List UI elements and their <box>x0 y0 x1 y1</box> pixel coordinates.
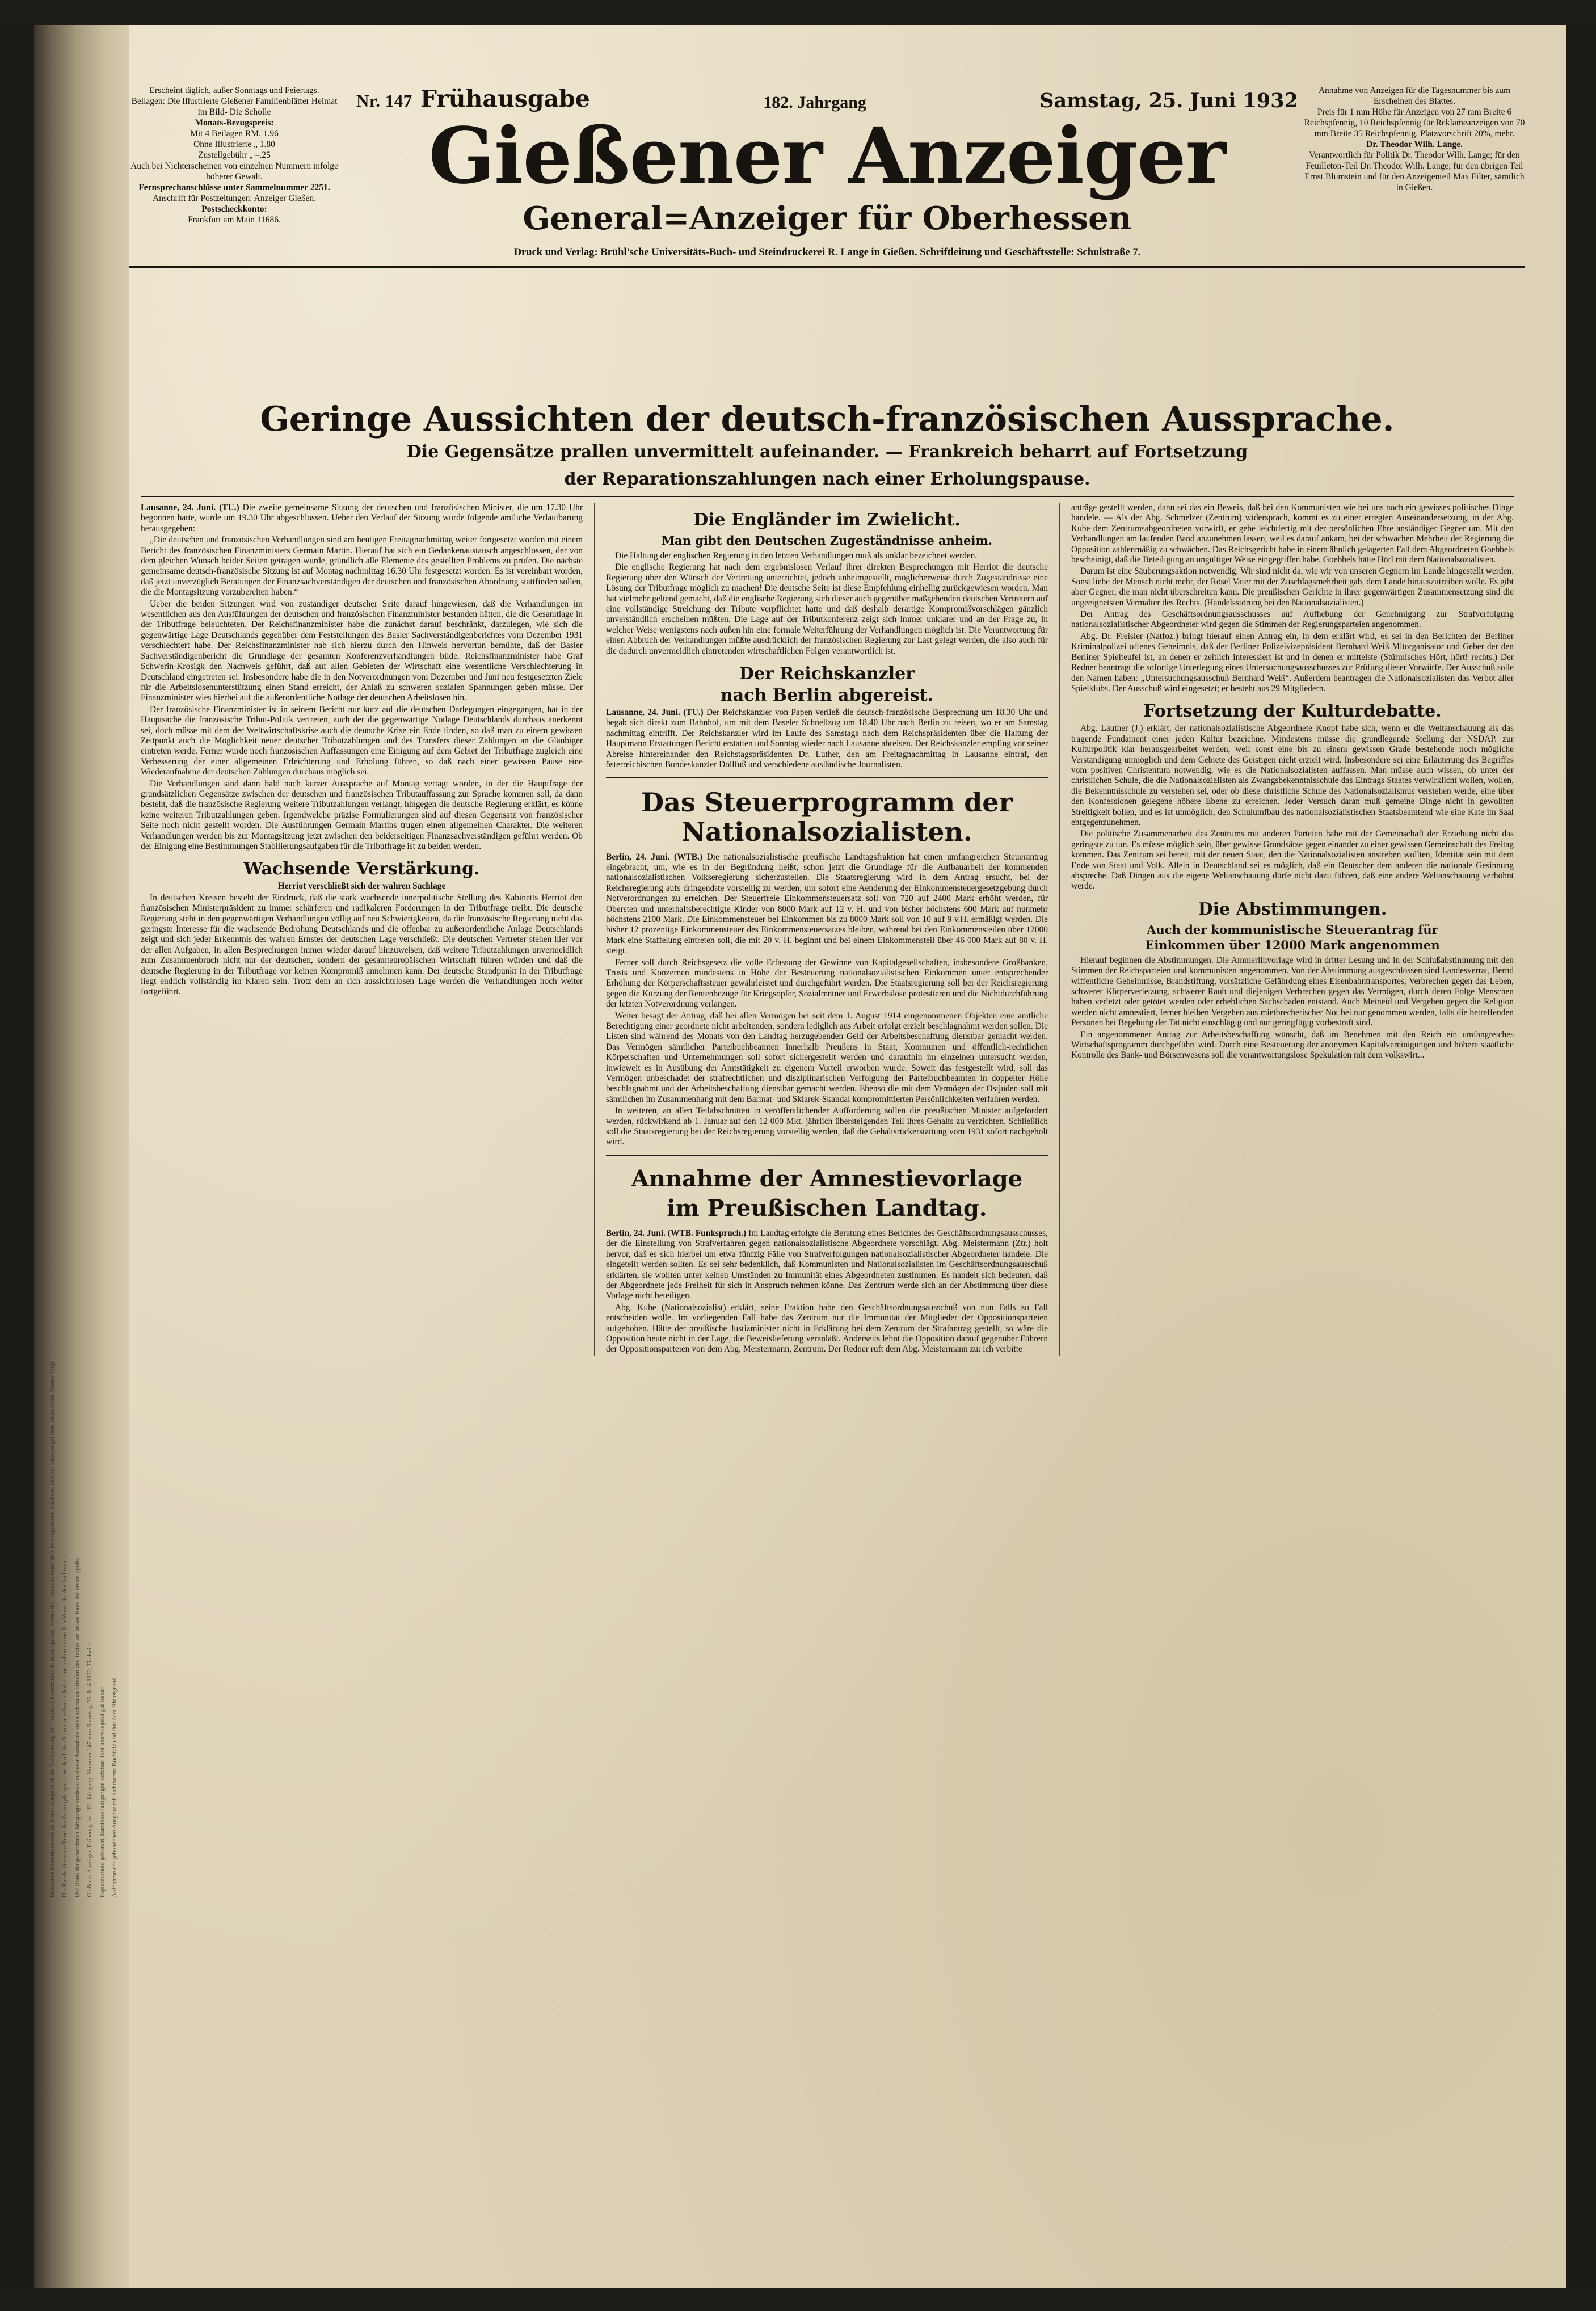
c2-dateline-berlin: Berlin, 24. Juni. (WTB.) <box>605 852 702 862</box>
c2-paragraph-1: Die Haltung der englischen Regierung in den letzten Verhandlungen muß als unklar bezeichnet werden. <box>614 551 978 561</box>
c2-heading-englaender: Die Engländer im Zwielicht. <box>693 510 961 530</box>
c3-paragraph-5: Abg. Lauther (J.) erklärt, der nationalsozialistische Abgeordnete Knopf habe sich, wenn er die Weltanschauung als das tragende Fundament einer jeden Kultur bezeichne. Mindestens müsse die grundlegende Stellung der NSDAP. zur Kulturpolitik klar herausgearbeitet werden, weil sonst eine bis zu einem gewissen Grade bestehende noch mögliche Verständigung unmöglich und dem Gebiete des Geistigen nicht erzielt wird. Insbesondere sei eine Erläuterung des Begriffes vom positiven Christentum notwendig, wie es die Nationalsozialisten auffassen. Man müsse auch wissen, ob unter der christlichen Schule, die die Nationalsozialisten als Zwangsbekenntnisschule das Eintrags Staates verwirklicht wollen, wollen, die Bekenntnisschule zu verstehen sei, oder ob diese christliche Schule des Nationalsozialismus verstehen werde, eine über den Konfessionen gelegene höhere Ebene zu erreichen. Jeder Versuch daran muß gemeine Dinge nicht in gewollten Streitigkeit bollen, und es ist unmöglich, den Schulumfbau des nationalsozialistischen Staatsbeamtend wie eine Kate im Saal entgegenzunehmen. <box>1071 723 1514 827</box>
c3-heading-abstimmungen: Die Abstimmungen. <box>1198 899 1387 919</box>
c3-paragraph-1: anträge gestellt werden, dann sei das ein Beweis, daß bei den Kommunisten wie bei uns noch ein gewisses politisches Dinge handele. — Als der Abg. Schmelzer (Zentrum) widersprach, kommt es zu einer erregten Auseinandersetzung, in der Abg. Kube dem Zentrumsabgeordneten vorwirft, er gebe leichtfertig mit der persönlichen Ehre anständiger Gegner um. Mit den Verhandlungen am laufenden Band anzunehmen lassen, weil es darauf ankam, bei der schwachen Mehrheit der Regierung die Opposition zahlenmäßig zu schwächen. Das Reichsgericht habe in einem ähnlich gelagerten Fall dem Abgeordneten Goebbels bescheinigt, daß die Beteiligung an ungültiger Weise eingegriffen habe. Goebbels hätte Hörl mit dem Nationalsozialisten. <box>1071 503 1514 565</box>
lead-subhead-line-1: Die Gegensätze prallen unvermittelt aufeinander. — Frankreich beharrt auf Fortsetzung <box>406 442 1248 462</box>
c1-paragraph-1: Die zweite gemeinsame Sitzung der deutschen und französischen Minister, die um 17.30 Uhr begonnen hatte, wurde um 19.30 Uhr abgeschlossen. Ueber den Verlauf der Sitzung wurde folgende amtliche Verlautbarung herausgegeben: <box>141 503 583 533</box>
lead-headline-block <box>129 401 1525 497</box>
c2-paragraph-8: Im Landtag erfolgte die Beratung eines Berichtes des Geschäftsordnungsausschusses, der die Einstellung von Strafverfahren gegen nationalsozialistische Abgeordnete vorschlägt. Abg. Meistermann (Ztr.) holt hervor, daß es sich hierbei um etwa fünfzig Fälle von Strafverfolgungen nationalsozialistischer Abgeordneter handele. Die eingeteilt werden sollten. Es sei sehr bedenklich, daß Kommunisten und Nationalsozialisten im Geschäftsordnungsausschuß erklärten, sie wollten unter keinen Umständen zu Immunität eines Abgeordneten zustimmen. Es handelt sich bedeuten, daß der Abgeordnete jede Freiheit für sich in Anspruch nehmen könne. Das Zentrum werde sich an der Abstimmung über diese Vorlage nicht beteiligen. <box>605 1228 1048 1301</box>
margin-note-4: Gießener Anzeiger, Frühausgabe, 182. Jahrgang, Nummer 147 vom Samstag, 25. Juni 1932, Titelseite. <box>86 1641 93 1897</box>
issue-number: Nr. 147 <box>356 91 412 111</box>
postal-account-value: Frankfurt am Main 11686. <box>188 215 281 225</box>
c2-paragraph-6: Weiter besagt der Antrag, daß bei allen Vermögen bei seit dem 1. August 1914 eingenommenen Objekten eine amtliche Berechtigung einer geordnete nicht arbeitenden, sondern lediglich aus Arbeit erfolgt erzielt beschlagnahmt werden sollen. Die Listen sind während des Monats von den Landtag herzugebenden Geld der Arbeitsbeschaffung dienstbar gemacht werden. Das Vermögen sämtlicher Parteibuchbeamten innerhalb Preußens in Staat, Kommunen und öffentlich-rechtlichen Körperschaften und Unternehmungen soll sofort sichergestellt werden und daraufhin im einzelnen untersucht werden, inwieweit es in Ausübung der Amtstätigkeit zu eigenem Vorteil erworben wurde. Soweit das festgestellt wird, soll das Vermögen unbeschadet der strafrechtlichen und disziplinarischen Verfolgung der Parteibuchbeamten in doppelter Höhe beschlagnahmt und der Arbeitsbeschaffung dienstbar gemacht werden. Ebenso die mit dem Vermögen der Ostjuden soll mit sämtlichen im Zusammenhang mit dem Barmat- und Sklarek-Skandal kompromittierten Persönlichkeiten verfahren werden. <box>605 1011 1048 1104</box>
c2-paragraph-4: Die nationalsozialistische preußische Landtagsfraktion hat einen umfangreichen Steuerantrag eingebracht, um, wie es in der Begründung heißt, schon jetzt die Grundlage für die Aufbauarbeit der kommenden nationalsozialistischen Volkseregierung sicherzustellen. Die Staatsregierung wird in dem Antrag ersucht, bei der Reichsregierung aufs dringendste vorstellig zu werden, um sofort eine Aenderung der Einkommensteuergesetzgebung durch Notverordnungen zu erreichen. Der Steuerfreie Einkommensteuersatz soll von 720 auf 2400 Mark erhöht werden, für Obersten und unterhaltsberechtigte Kinder von 8000 Mark auf 12 v. H. und von bisher höchstens 600 Mark auf nunmehr höchstens 2100 Mark. Die Einkommensteuer bei Einkommen bis zu 8000 Mark soll von 10 auf 9 v.H. ermäßigt werden. Die bisher 12 prozentige Einkommensteuer des Einkommensteuersatzes bleiben, während bei den Einkommensteilen über 12000 Mark eine Staffelung eintreten soll, die mit 20 v. H. beginnt und bei einem Einkommensteil über 46 000 Mark auf 80 v. H. steigt. <box>605 852 1048 956</box>
masthead-left-info <box>129 85 339 225</box>
masthead-rule-thick <box>129 266 1525 268</box>
c2-headline-amnestie-line2: im Preußischen Landtag. <box>667 1194 987 1222</box>
margin-note-5: Papierzustand gebräunt, Randbeschädigungen sichtbar, Text überwiegend gut lesbar. <box>99 1686 106 1897</box>
lead-subhead-line-2: der Reparationszahlungen nach einer Erholungspause. <box>564 469 1090 489</box>
page-content <box>129 85 1525 2219</box>
c2-section-rule-2 <box>606 1155 1048 1156</box>
c2-headline-steuerprogramm: Das Steuerprogramm der Nationalsozialisten. <box>641 786 1013 847</box>
margin-note-3: Der Bund der gebundenen Jahrgänge verdeckt in dieser Aufnahme einen schmalen Streifen des Textes am linken Rand der ersten Spalte. <box>74 1556 81 1897</box>
responsible-editors-note: Verantwortlich für Politik Dr. Theodor Wilh. Lange; für den Feuilleton-Teil Dr. Theodor Wilh. Lange; für den übrigen Teil Ernst Blumstein und für den Anzeigenteil Max Filter, sämtlich in Gießen. <box>1304 150 1525 192</box>
scan-background-bottom <box>0 2288 1596 2311</box>
paper-subtitle: General=Anzeiger für Oberhessen <box>523 200 1132 237</box>
c2-dateline-berlin-2: Berlin, 24. Juni. (WTB. Funkspruch.) <box>605 1228 747 1238</box>
price-line-1: Mit 4 Beilagen RM. 1.96 <box>190 129 279 138</box>
c1-paragraph-2: „Die deutschen und französischen Verhandlungen sind am heutigen Freitagnachmittag weiter fortgesetzt worden mit einem Bericht des französischen Finanzministers Germain Martin. Hierauf hat sich ein Gedankenaustausch angeschlossen, der von dem gleichen Wunsch beider Seiten getragen wurde, gründlich alle Elemente des gestellten Problems zu prüfen. Die nächste gemeinsame deutsch-französische Sitzung ist auf Montag nachmittag 16.30 Uhr festgesetzt worden. Es ist vereinbart worden, daß jetzt unverzüglich Beratungen der Finanzsachverständigen der deutschen und französischen Abordnung stattfinden sollen, die die Montagsitzung vorzubereiten haben.“ <box>141 535 583 597</box>
masthead-topline <box>356 85 1298 112</box>
price-line-3: Zustellgebühr „ –.25 <box>198 150 271 160</box>
c1-section-subline: Herriot verschließt sich der wahren Sachlage <box>277 881 446 891</box>
issue-date: Samstag, 25. Juni 1932 <box>1039 89 1298 112</box>
ad-deadline-note: Annahme von Anzeigen für die Tagesnummer bis zum Erscheinen des Blattes. <box>1318 86 1511 106</box>
margin-note-1: Besonders bemerkenswert an dieser Ausgabe ist die Verwendung der Fraktur-Überschriften in allen Spalten, wobei die Titelzeile besonders hervorgehoben erscheint und der Satzspiegel dem klassischen Muster folgt. <box>49 1360 56 1897</box>
c3-paragraph-4: Abg. Dr. Freisler (Natfoz.) bringt hierauf einen Antrag ein, in dem erklärt wird, es sei in den Berichten der Berliner Kriminalpolizei offenes Geheimnis, daß der Berliner Polizeivizepräsident Bernhard Weiß Mitorganisator und Geber der den Berliner Spielteufel ist, an denen er zeitlich interessiert ist und in denen er mittelste (Stürmisches Hört, hört! rechts.) Der Redner beantragt die sofortige Unterlegung eines Untersuchungsausschusses zur Prüfung dieser Vorwürfe. Der Ausschuß solle den Namen haben: „Untersuchungsausschuß Bernhard Weiß“. Außerdem beantragen die Nationalsozialisten das Verbot aller Spielklubs. Der Ausschuß wird eingesetzt; er besteht aus 29 Mitgliedern. <box>1071 631 1514 693</box>
c3-paragraph-2: Darum ist eine Säuberungsaktion notwendig. Wir sind nicht da, wie wir von unseren Gegnern im Lande hingestellt werden. Sonst liebe der Mensch nicht mehr, der Rösel Vater mit der Zuschlagsmehrheit gab, dem Lande hinauszutreiben wolle. Es gibt aber Gegner, die man nicht überschreiten kann. Die preußischen Gerichte in ihrer gegenwärtigen Zusammensetzung sind die ungeeignetsten Vermalter des Rechts. (Handelsstörung bei den Nationalsozialisten.) <box>1071 566 1514 608</box>
c3-subheading-line1: Auch der kommunistische Steuerantrag für <box>1147 922 1438 937</box>
price-header: Monats-Bezugspreis: <box>195 118 274 128</box>
c1-paragraph-3: Ueber die beiden Sitzungen wird von zuständiger deutscher Seite darauf hingewiesen, daß die Verhandlungen im wesentlichen aus den Ausführungen der deutschen und französischen Finanzminister bestanden hätten, die die Gesamtlage in der Tributfrage beleuchteten. Der Reichsfinanzminister habe die zunächst darauf beschränkt, darzulegen, wie sich die gegenwärtige Lage Deutschlands gegenüber dem Feststellungen des Basler Sachverständigenberichtes vom Dezember 1931 verschlechtert habe. Der Reichsfinanzminister hab sich hierzu durch den Hinweis hervortun bemühte, daß der Basler Sachverständigenbericht die Grundlage der gesamten Konferenzverhandlungen bilde. Reichsfinanzminister habe Graf Schwerin-Krosigk den Nachweis geführt, daß auf allen Gebieten der Wirtschaft eine wesentliche Verschlechterung in Deutschland eingetreten sei. Insbesondere habe die in den Notverordnungen vom Dezember und Juni neu festgesetzten Ziele für die Arbeitslosenunterstützung einen Stand erreicht, der Anlaß zu schweren sozialen Spannungen geben müsse. Der Finanzminister wies hierbei auf die außerordentliche Notlage der deutschen Arbeitslosen hin. <box>141 599 583 703</box>
c3-heading-kulturdebatte: Fortsetzung der Kulturdebatte. <box>1143 701 1442 722</box>
lead-rule <box>141 496 1514 497</box>
subscription-note-1: Erscheint täglich, außer Sonntags und Feiertags. <box>149 86 319 95</box>
force-majeure-note: Auch bei Nichterscheinen von einzelnen Nummern infolge höherer Gewalt. <box>130 161 338 182</box>
lead-headline: Geringe Aussichten der deutsch-französischen Aussprache. <box>260 399 1395 439</box>
scan-background-top <box>0 0 1596 25</box>
column-3 <box>1060 503 1525 1356</box>
scan-background-right <box>1566 0 1596 2311</box>
postal-address-note: Anschrift für Postzeitungen: Anzeiger Gießen. <box>153 193 316 203</box>
paper-title: Gießener Anzeiger <box>428 111 1226 201</box>
c2-heading-reichskanzler-line2: nach Berlin abgereist. <box>720 685 933 706</box>
margin-note-6: Aufnahme der gebundenen Ausgabe mit sichtbarem Buchfalz und dunklem Hintergrund. <box>111 1676 118 1897</box>
supplements-note: Beilagen: Die Illustrierte Gießener Familienblätter Heimat im Bild- Die Scholle <box>131 96 338 117</box>
c3-paragraph-6: Die politische Zusammenarbeit des Zentrums mit anderen Parteien habe mit der Gemeinschaft der Erziehung nicht das geringste zu tun. Es müsse möglich sein, über gewisse Grundsätze gegen einander zu einer gewissen Gemeinschaft des Freitag kommen. Das Zentrum sei bereit, mit der neuen Staat, den die Nationalsozialisten anstreben wollten, Identität sein mit dem Ende von Staat und Volk. Allein in Deutschland sei es möglich, daß ein Deutscher dem anderen die nationale Gesinnung abspreche. Daß Dingen aus die eigene Weltanschauung dürfe nicht dazu führen, daß eine andere Weltanschauung verhöhnt werde. <box>1071 829 1514 891</box>
c1-paragraph-5: Die Verhandlungen sind dann bald nach kurzer Aussprache auf Montag vertagt worden, in der die Hauptfrage der grundsätzlichen Gegensätze zwischen der deutschen und französischen Tributauffassung zur Sprache kommen soll, da dann besteht, daß die französische Regierung weitere Tributzahlungen verlangt, hingegen die deutsche Regierung erklärt, es könne keine weiteren Tributzahlungen geben. Irgendwelche präzise Formulierungen sind auf diesen Gegensatz von französischer Seite noch nicht gestellt worden. Die Ausführungen Germain Martins trugen einen allgemeinen Charakter. Die weiteren Verhandlungen werden bis zur Montagsitzung jetzt zwischen den beiderseitigen Finanzsachverständigen geführt werden. Ob der Einigung eine Bestimmungen Stabilierungsaufgaben für die Tributfrage ist zu beiden werden. <box>141 778 583 851</box>
c3-paragraph-8: Ein angenommener Antrag zur Arbeitsbeschaffung wünscht, daß im Benehmen mit den Reich ein umfangreiches Wirtschaftsprogramm durchgeführt wird. Durch eine Besteuerung der anonymen Kapitalvereinigungen und höhere staatliche Kontrolle des Bank- und Börsenwesens soll die verantwortungslose Spekulation mit dem volkswirt... <box>1071 1029 1514 1060</box>
margin-note-2: Die Randnotizen am Bund des Zeitungsbogens sind durch den Scan nur teilweise lesbar und stellen vermutlich Vermerke des Archivs dar. <box>61 1553 68 1897</box>
c1-paragraph-7: In deutschen Kreisen besteht der Eindruck, daß die stark wachsende innerpolitische Stellung des Kabinetts Herriot den französischen Ministerpräsident zu immer schärferen und radikaleren Forderungen in der Tributfrage treibt. Die deutsche Regierung steht in den gegenwärtigen Verhandlungen völlig auf neu Schwierigkeiten, da die französische Regierung nicht das geringste Interesse für die wachsende Bedrohung Deutschlands und die offenbar zu außerordentliche Anlage Deutschlands zeigt und sich jeder Erkenntnis des wahren Ernstes der deutschen Lage verschließt. Die deutschen Vertreter stehen hier vor der allen Aufgaben, in allen Besprechungen immer wieder darauf hinzuweisen, daß weitere Tributzahlungen unvermeidlich zum Zusammenbruch nicht nur der deutschen, sondern der gesamteuropäischen Wirtschaft führen würden und daß die deutsche Regierung in der Tributfrage vor keinen Kompromiß annehmen kann. Der deutsche Standpunkt in der Tributfrage liegt endlich vollständig im Klaren sein. Trotz dem an sich aussichtslosen Lage werden die Verhandlungen noch weiter fortgeführt. <box>141 893 583 997</box>
c2-section-rule <box>606 777 1048 778</box>
c2-subheading-englaender: Man gibt den Deutschen Zugeständnisse anheim. <box>661 533 993 548</box>
volume-label: 182. Jahrgang <box>763 93 866 112</box>
column-container <box>129 503 1525 1356</box>
postal-account-label: Postscheckkonto: <box>201 204 267 214</box>
price-line-2: Ohne Illustrierte „ 1.80 <box>193 140 275 149</box>
ad-price-note: Preis für 1 mm Höhe für Anzeigen von 27 mm Breite 6 Reichspfennig, 10 Reichspfennig für Reklameanzeigen von 70 mm Breite 35 Reichspfennig. Platzvorschrift 20%, mehr. <box>1304 107 1525 138</box>
book-binding-strip <box>34 25 129 2288</box>
c2-paragraph-9: Abg. Kube (Nationalsozialist) erklärt, seine Fraktion habe den Geschäftsordnungsausschuß von nun Falls zu Fall entscheiden wolle. Im vorliegenden Fall habe das Zentrum nur die Immunität der Mitglieder der Oppositionsparteien aufgehoben. Hätte der preußische Justizminister nicht in Erklärung bei dem Zentrum der Strafantrag gestellt, so wäre die Opposition heute nicht in der Lage, die Beweislieferung veranlaßt. Anderseits lehnt die Opposition darauf gegenüber Führern der Oppositionsparteien von dem Abg. Meistermann, Zentrum. Der Redner ruft dem Abg. Meistermann zu: ich verbitte <box>605 1302 1048 1354</box>
scan-background-left <box>0 0 34 2311</box>
c1-section-heading: Wachsende Verstärkung. <box>243 859 480 879</box>
imprint-line: Druck und Verlag: Brühl'sche Universitäts-Buch- und Steindruckerei R. Lange in Gießen. Schriftleitung und Geschäftsstelle: Schulstraße 7. <box>513 247 1141 258</box>
edition-label: Frühausgabe <box>420 85 590 112</box>
c2-paragraph-7: In weiteren, an allen Teilabschnitten in veröffentlichender Aufforderung sollen die preußischen Minister aufgefordert werden, rückwirkend ab 1. Januar auf den 12 000 Mkt. jährlich übersteigenden Teil ihres Gehalts zu verzichten. Schließlich soll die Staatsregierung bei der Reichsregierung vorstellig werden, daß die Gehaltsrückerstattung vom 1931 sofort nachgeholt wird. <box>605 1106 1048 1147</box>
c2-paragraph-2: Die englische Regierung hat nach dem ergebnislosen Verlauf ihrer direkten Besprechungen mit Herriot die deutsche Regierung über den Wünsch der Vertretung unterrichtet, jedoch anheimgestellt, möglicherweise durch Zugeständnisse eine Lösung der Tributfrage möglich zu machen! Die deutsche Seite ist diese Empfehlung einhellig zurückgewiesen worden. Man hat vielmehr geltend gemacht, daß die englische Regierung sich dieser auch gegenüber maßgebenden deutschen Vertretern auf eine vollständige Streichung der Tribute verpflichtet hatte und daß deshalb derartige Kompromißvorschlägen gänzlich unverständlich erscheinen müßten. Die Lage auf der Tributkonferenz zeigt sich immer unklarer und an der Frage zu, in welcher Weise wenigstens nach außen hin eine formale Weiterführung der Verhandlungen möglich ist. Die Verantwortung für einen Abbruch der Verhandlungen müßte ausdrücklich der französischen Regierung zur Last gelegt werden, die also auch für die dadurch unvermeidlich eintretenden wirtschaftlichen Folgen verantwortlich ist. <box>605 562 1048 656</box>
c2-dateline-lausanne: Lausanne, 24. Juni. (TU.) <box>605 708 704 718</box>
phone-note: Fernsprechanschlüsse unter Sammelnummer 2251. <box>138 183 330 192</box>
c1-paragraph-4: Der französische Finanzminister ist in seinem Bericht nur kurz auf die deutschen Darlegungen eingegangen, hat in der Hauptsache die französische Tribut-Politik vertreten, auch der die gegenwärtige Notlage Deutschlands durchaus anerkennt sei, doch müsse mit dem der Weltwirtschaftskrise auch die deutsche Krise ein Ende finden, so daß man zu einem gewissen Zeitpunkt auch die Möglichkeit neuer deutscher Tributzahlungen und des Transfers dieser Zahlungen an die Gläubiger eintreten werde. Ferner wurde noch französischen Auffassungen eine Einigung auf dem Gebiet der Tributfrage zugleich eine Verbesserung der einer allgemeinen Erleichterung und Erholung führen, so daß nach einer gewissen Pause eine Wiederaufnahme der deutschen Zahlungen durchaus möglich sei. <box>141 704 583 777</box>
c2-heading-reichskanzler: Der Reichskanzler <box>739 664 915 684</box>
c2-paragraph-3: Der Reichskanzler von Papen verließ die deutsch-französische Besprechung um 18.30 Uhr und begab sich direkt zum Bahnhof, um mit dem Baseler Schnellzug um 18.40 Uhr nach Berlin zu reisen, wo er am Samstag nachmittag eintrifft. Der Reichskanzler wird im Laufe des Samstags nach dem Reichspräsidenten über die Haltung der Hauptmann Erstattungen Bericht erstatten und Sonntag wieder nach Lausanne abreisen. Der Reichskanzler empfing vor seiner Abreise hintereinander den Reichstagspräsidenten Dr. Luther, den am Freitagnachmittag in Lausanne eintraf, den österreichischen Bundeskanzler Dollfuß und verschiedene ausländische Journalisten. <box>605 708 1048 770</box>
c3-paragraph-3: Der Antrag des Geschäftsordnungsausschusses auf Aufhebung der Genehmigung zur Strafverfolgung nationalsozialistischer Abgeordneter wird gegen die Stimmen der Regierungsparteien angenommen. <box>1071 609 1514 630</box>
masthead-right-info <box>1304 85 1525 193</box>
masthead <box>129 85 1525 392</box>
c3-paragraph-7: Hierauf beginnen die Abstimmungen. Die Ammerlinvorlage wird in dritter Lesung und in der Schlußabstimmung mit den Stimmen der Reichsparteien und kommunisten angenommen. Von der Abstimmung ausgeschlossen sind Landesverrat, Bernd wiffentliche Geheimnisse, Brandstiftung, vorsätzliche Gefährdung eines Eisenbahntransportes, Verbrechen gegen das Leben, schwerer Körperverletzung, schwerer Raub und diejenigen Verbrechen gegen das Vermögen, durch deren Folge Menschen haben verletzt oder getötet werden oder erheblichen Sachschaden entstand. Auch Meineid und Vergehen gegen die Religion werden nicht amnestiert, ferner bleiben Vergehen aus mietbrecherischer Not bei nur genommen werden, falls die betreffenden Personen bei Begehung der Tat nicht einschlägig und nur geringfügig vorbestraft sind. <box>1071 955 1514 1028</box>
c3-subheading-line2: Einkommen über 12000 Mark angenommen <box>1145 937 1440 952</box>
column-2 <box>595 503 1060 1356</box>
c2-paragraph-5: Ferner soll durch Reichsgesetz die volle Erfassung der Gewinne von Kapitalgesellschaften, insbesondere Großbanken, Trusts und Konzernen mindestens in Höhe der Besteuerung nationalsozialistischen Einkommen unter entsprechender Erhöhung der Körperschaftssteuer gewährleistet und durchgeführt werden. Die Staatsregierung soll bei der Reichsregierung gegen die Kürzung der Rentenbezüge für Kriegsopfer, Sozialrentner und Erwerbslose protestieren und die Nichtdurchführung der letzten Notverordnung verlangen. <box>605 957 1048 1009</box>
c2-headline-amnestie-line1: Annahme der Amnestievorlage <box>631 1165 1023 1192</box>
column-1 <box>129 503 595 1356</box>
dateline-lausanne: Lausanne, 24. Juni. (TU.) <box>141 503 239 512</box>
publisher-name: Dr. Theodor Wilh. Lange. <box>1366 140 1463 149</box>
